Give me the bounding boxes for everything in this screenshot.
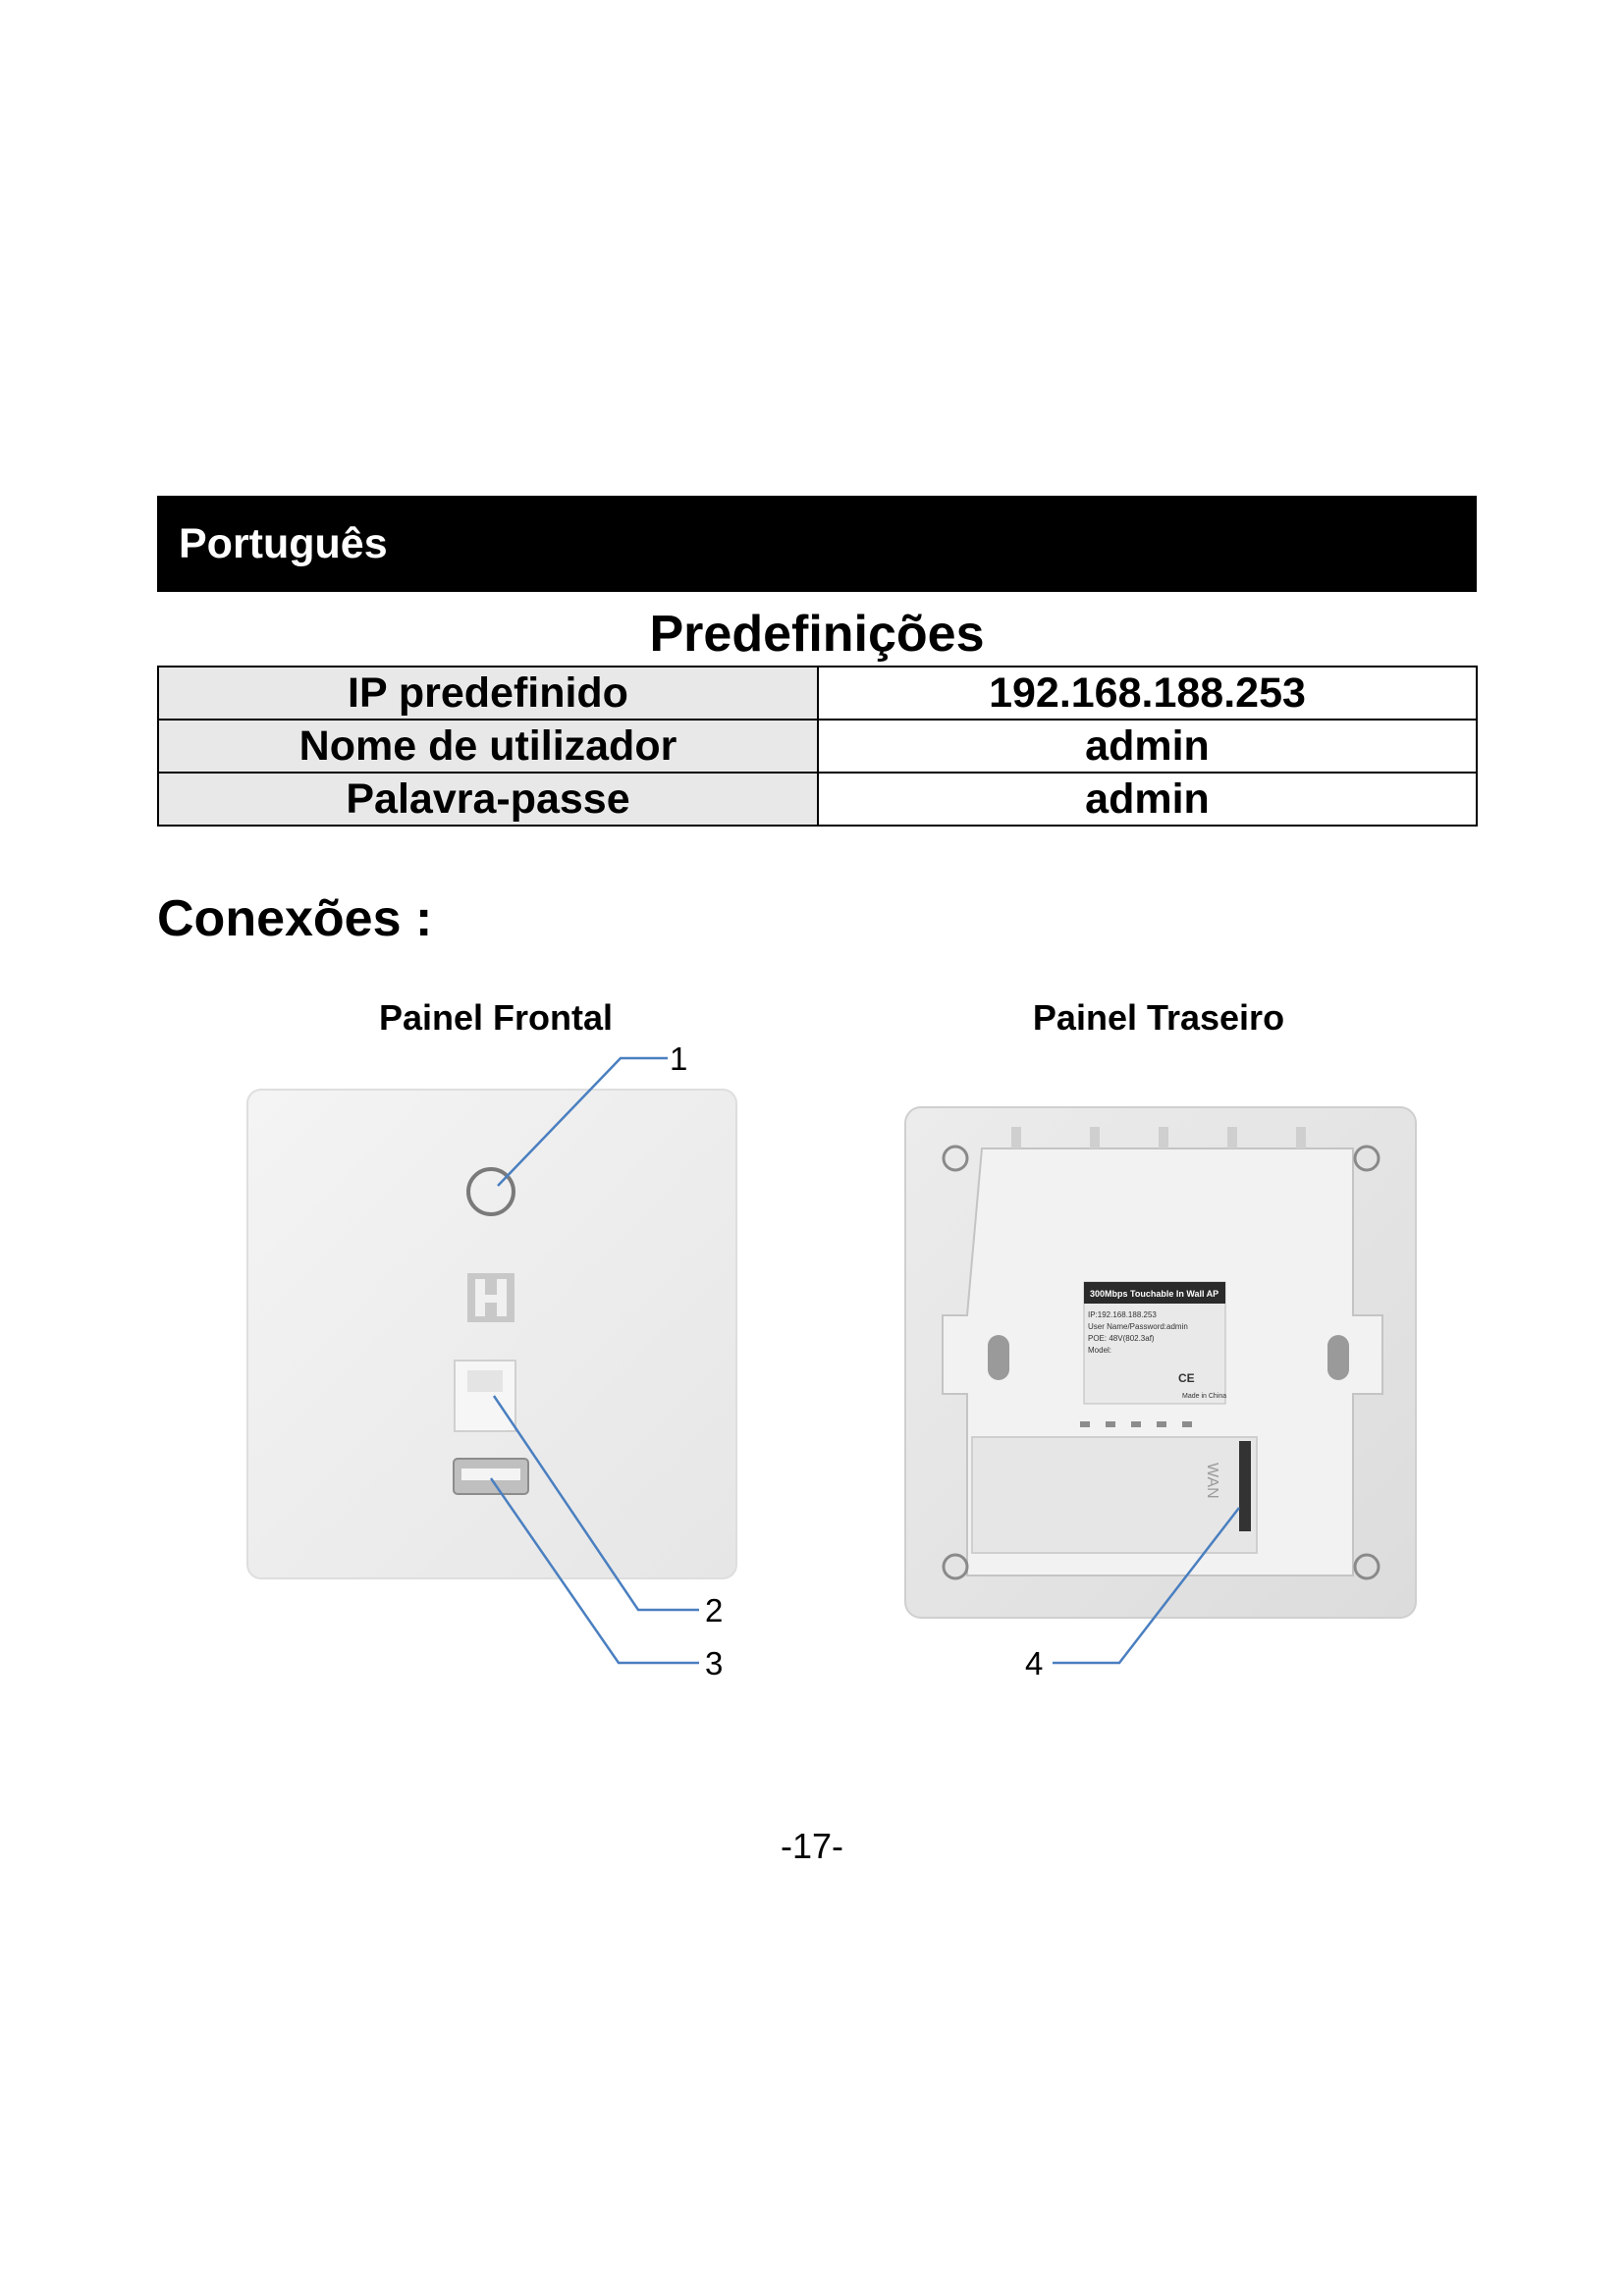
rear-panel-label: Painel Traseiro [1032,997,1285,1038]
svg-text:Model:: Model: [1088,1346,1112,1355]
mounting-slot-right [1327,1335,1349,1380]
default-ip-value: 192.168.188.253 [818,667,1477,720]
wan-port-icon [1239,1441,1251,1531]
password-key: Palavra-passe [158,773,818,826]
password-value: admin [818,773,1477,826]
svg-text:Made in China: Made in China [1182,1393,1227,1400]
callout-3: 3 [705,1645,724,1682]
svg-text:CE: CE [1178,1371,1195,1385]
svg-text:WAN: WAN [1204,1463,1220,1499]
product-label [1084,1282,1226,1404]
svg-text:User Name/Password:admin: User Name/Password:admin [1088,1322,1188,1331]
callout-1: 1 [670,1041,688,1077]
defaults-title: Predefinições [649,606,985,663]
svg-text:POE: 48V(802.3af): POE: 48V(802.3af) [1088,1334,1155,1343]
connections-heading: Conexões : [157,890,433,947]
callout-2: 2 [705,1592,724,1629]
svg-text:IP:192.168.188.253: IP:192.168.188.253 [1088,1310,1157,1319]
page-number: -17- [780,1826,844,1866]
front-panel-image [247,1090,736,1578]
default-ip-key: IP predefinido [158,667,818,720]
svg-text:300Mbps Touchable In Wall AP: 300Mbps Touchable In Wall AP [1090,1289,1219,1299]
levelone-logo-icon [467,1273,514,1322]
rear-panel-image [905,1107,1416,1618]
username-value: admin [818,720,1477,773]
language-label: Português [179,519,388,567]
username-key: Nome de utilizador [158,720,818,773]
front-panel-label: Painel Frontal [378,997,614,1038]
callout-4: 4 [1025,1645,1044,1682]
mounting-slot-left [988,1335,1009,1380]
